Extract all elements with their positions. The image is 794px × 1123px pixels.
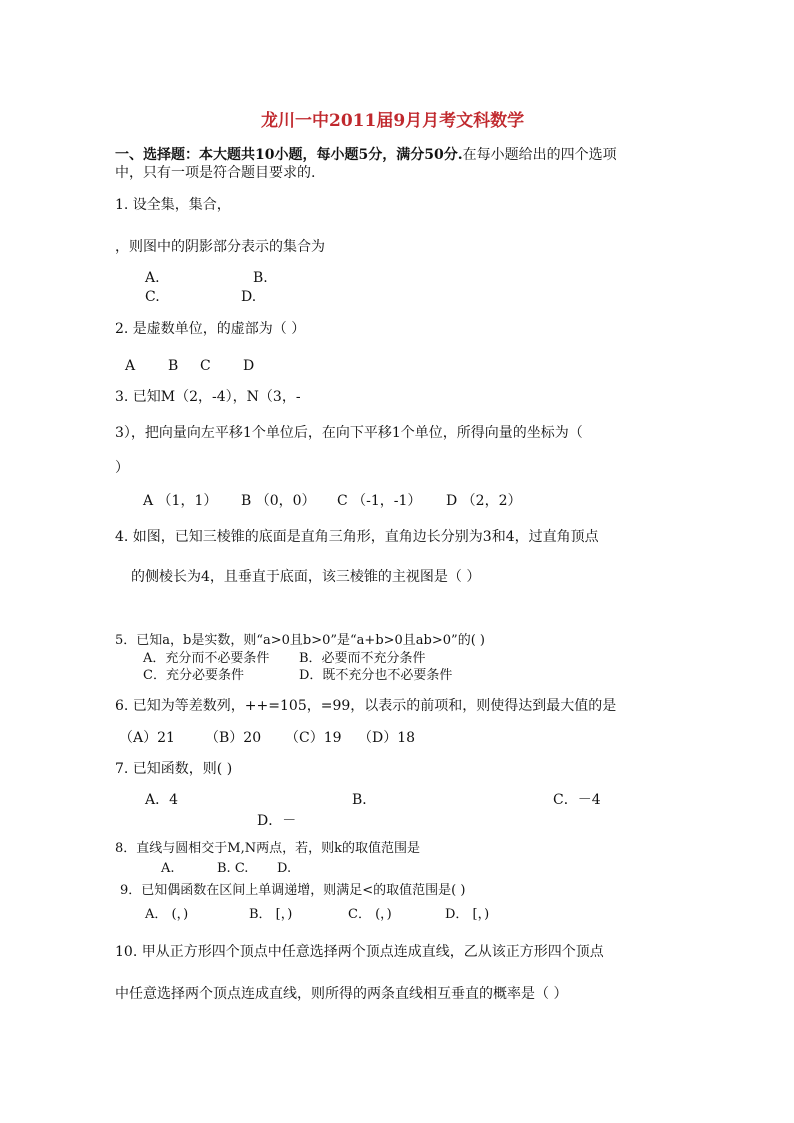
q1-option-a: A. (145, 270, 160, 286)
q8-option-d: D. (277, 861, 292, 876)
q10-line1: 10. 甲从正方形四个顶点中任意选择两个顶点连成直线，乙从该正方形四个顶点 (115, 944, 604, 960)
q6-option-d: （D）18 (358, 730, 416, 746)
q1-option-b: B. (253, 270, 268, 286)
q10-line2: 中任意选择两个顶点连成直线，则所得的两条直线相互垂直的概率是（ ） (115, 986, 568, 1002)
page-title: 龙川一中2011届9月月考文科数学 (261, 111, 525, 131)
q2-stem: 2. 是虚数单位，的虚部为（ ） (115, 321, 306, 337)
q3-option-b: B （0，0） (241, 493, 316, 509)
q7-stem: 7. 已知函数，则( ) (115, 761, 233, 777)
q2-option-d: D (243, 358, 255, 374)
q6-option-a: （A）21 (119, 730, 175, 746)
q8-option-a: A. (161, 861, 175, 876)
q4-line2: 的侧棱长为4，且垂直于底面，该三棱锥的主视图是（ ） (131, 569, 481, 585)
q7-option-d: D．－ (257, 813, 297, 829)
q3-line2: 3），把向量向左平移1个单位后，在向下平移1个单位，所得向量的坐标为（ (115, 425, 583, 441)
q3-option-a: A （1，1） (143, 493, 218, 509)
q9-stem: 9．已知偶函数在区间上单调递增，则满足<的取值范围是( ) (120, 883, 466, 898)
q5-option-b: B．必要而不充分条件 (299, 651, 426, 666)
q9-option-c: C． (，) (348, 907, 392, 922)
q7-option-a: A．4 (145, 792, 179, 808)
q5-option-a: A．充分而不必要条件 (143, 651, 270, 666)
q1-line1: 1. 设全集，集合， (115, 197, 231, 213)
q5-option-c: C．充分必要条件 (143, 668, 244, 683)
q2-option-a: A (125, 358, 136, 374)
q3-option-d: D （2，2） (446, 493, 522, 509)
q1-option-c: C. (145, 289, 160, 305)
section-heading-bold: 一、选择题：本大题共10小题，每小题5分，满分50分. (115, 147, 463, 163)
q3-line1: 3. 已知M（2，-4），N（3，- (115, 389, 301, 405)
q5-stem: 5．已知a，b是实数，则“a>0且b>0”是“a+b>0且ab>0”的( ) (115, 633, 485, 648)
q6-option-b: （B）20 (205, 730, 262, 746)
q8-stem: 8．直线与圆相交于M,N两点，若，则k的取值范围是 (115, 841, 420, 856)
q4-line1: 4. 如图，已知三棱锥的底面是直角三角形，直角边长分别为3和4，过直角顶点 (115, 529, 599, 545)
q6-stem: 6. 已知为等差数列，++=105，=99，以表示的前项和，则使得达到最大值的是 (115, 698, 617, 714)
section-heading-line2: 中，只有一项是符合题目要求的. (115, 165, 316, 181)
q6-option-c: （C）19 (285, 730, 342, 746)
q3-line3: ） (115, 460, 129, 476)
q1-option-d: D. (241, 289, 257, 305)
section-heading-rest: 在每小题给出的四个选项 (462, 147, 617, 163)
q8-option-bc: B. C. (217, 861, 249, 876)
q7-option-c: C．－4 (553, 792, 601, 808)
q3-option-c: C （-1，-1） (337, 493, 422, 509)
q9-option-a: A． (，) (145, 907, 189, 922)
section-heading-line1 (115, 146, 617, 164)
q2-option-c: C (200, 358, 211, 374)
q2-option-b: B (168, 358, 179, 374)
q5-option-d: D．既不充分也不必要条件 (299, 668, 453, 683)
q7-option-b: B． (352, 792, 377, 808)
q1-line2: ，则图中的阴影部分表示的集合为 (115, 239, 325, 255)
q9-option-d: D． [，) (445, 907, 490, 922)
q9-option-b: B． [，) (249, 907, 293, 922)
